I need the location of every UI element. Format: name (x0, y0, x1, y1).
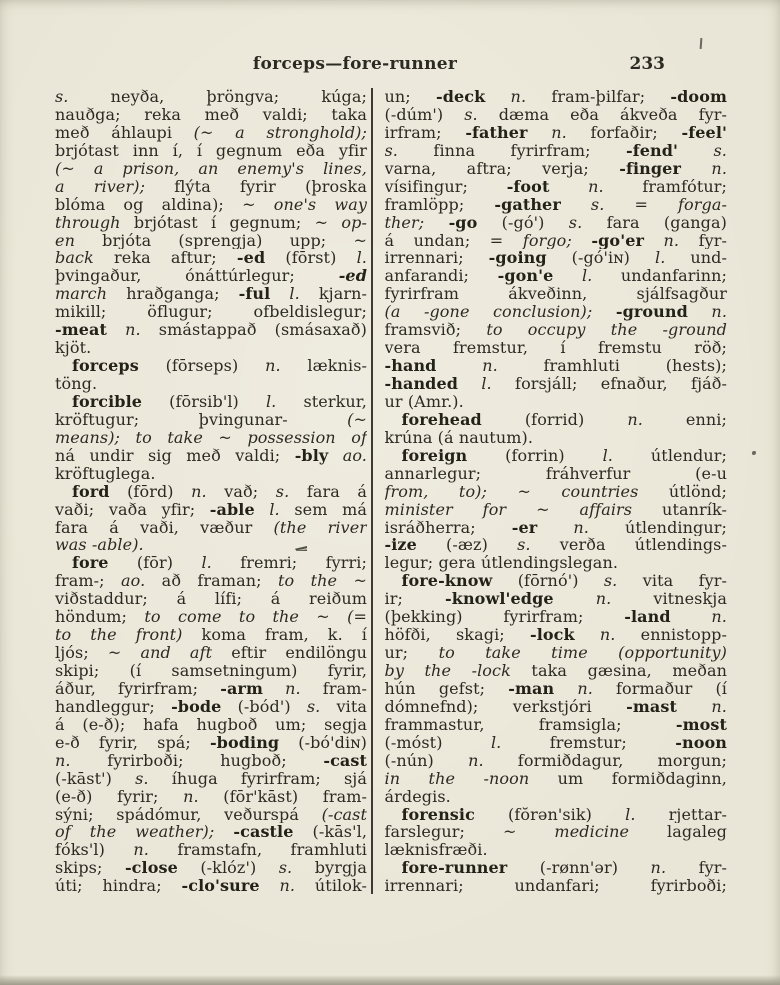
dictionary-line: töng. (55, 375, 98, 393)
dictionary-line: un; -deck n. fram-þilfar; -doom (384, 88, 727, 106)
dictionary-line: en brjóta (sprengja) upp; ~ (55, 231, 367, 250)
dictionary-line: fyrirfram ákveðinn, sjálfsagður (384, 285, 727, 304)
paper-speck (752, 451, 756, 455)
page-header (55, 54, 727, 76)
dictionary-line: fram-; ao. að framan; to the ~ (55, 572, 367, 591)
dictionary-line: s. neyða, þröngva; kúga; (55, 88, 367, 106)
dictionary-line: by the -lock taka gæsina, meðan (384, 662, 727, 680)
dictionary-line: ur; to take time (opportunity) (384, 644, 727, 662)
dictionary-line: (-nún) n. formiðdagur, morgun; (384, 751, 727, 770)
dictionary-line: (e-ð) fyrir; n. (fōr'kāst) fram- (55, 787, 367, 806)
dictionary-line: (a -gone conclusion); -ground n. (384, 303, 727, 322)
dictionary-line: framsvið; to occupy the -ground (384, 321, 727, 340)
dictionary-line: irrennari; undanfari; fyrirboði; (384, 877, 727, 896)
dictionary-line: march hraðganga; -ful l. kjarn- (55, 285, 367, 304)
dictionary-line: annarlegur; fráhverfur (e-u (384, 464, 727, 483)
dictionary-line: -handed l. forsjáll; efnaður, fjáð- (384, 375, 727, 393)
dictionary-line: skips; -close (-klóz') s. byrgja (55, 859, 367, 878)
dictionary-line: legur; gera útlendingslegan. (384, 554, 619, 573)
dictionary-line: á undan; = forgo; -go'er n. fyr- (384, 231, 727, 250)
dictionary-line: kröftugur; þvingunar- (~ (55, 410, 367, 429)
dictionary-line: læknisfræði. (384, 841, 488, 860)
dictionary-line: kröftuglega. (55, 464, 156, 483)
dictionary-line: fore-know (fōrnó') s. vita fyr- (401, 572, 727, 591)
dictionary-line: ur (Amr.). (384, 392, 464, 411)
dictionary-line: vaði; vaða yfir; -able l. sem má (55, 500, 367, 519)
dictionary-line: -hand n. framhluti (hests); (384, 357, 727, 375)
dictionary-line: means); to take ~ possession of (55, 428, 367, 447)
dictionary-line: fóks'l) n. framstafn, framhluti (55, 841, 367, 860)
dictionary-line: framlöpp; -gather s. = forga- (384, 195, 727, 214)
dictionary-line: forensic (fŏrən'sik) l. rjettar- (401, 805, 727, 824)
dictionary-line: vera fremstur, í fremstu röð; (384, 339, 727, 358)
dictionary-line: (-kāst') s. íhuga fyrirfram; sjá (55, 769, 367, 788)
dictionary-line: úti; hindra; -clo'sure n. útilok- (55, 877, 367, 896)
dictionary-line: ljós; ~ and aft eftir endilöngu (55, 644, 367, 662)
dictionary-line: áður, fyrirfram; -arm n. fram- (55, 679, 367, 698)
dictionary-line: n. fyrirboði; hugboð; -cast (55, 751, 367, 770)
dictionary-line: foreign (forrin) l. útlendur; (401, 446, 727, 465)
dictionary-line: dómnefnd); verkstjóri -mast n. (384, 697, 727, 716)
dictionary-line: ford (fōrd) n. vað; s. fara á (72, 482, 367, 501)
dictionary-line: höfði, skagi; -lock n. ennistopp- (384, 626, 727, 645)
dictionary-line: ná undir sig með valdi; -bly ao. (55, 446, 367, 465)
dictionary-line: þvingaður, ónáttúrlegur; -ed (55, 267, 367, 286)
dictionary-line: forehead (forrid) n. enni; (401, 410, 727, 429)
dictionary-line: sýni; spádómur, veðurspá (-cast (55, 805, 367, 824)
dictionary-line: fore-runner (-rønn'ər) n. fyr- (401, 859, 727, 878)
dictionary-line: ther; -go (-gó') s. fara (ganga) (384, 213, 727, 232)
dictionary-line: s. finna fyrirfram; -fend' s. (384, 141, 727, 160)
stray-mark (700, 38, 703, 49)
dictionary-line: (~ a prison, an enemy's lines, (55, 159, 367, 178)
page-number: 233 (629, 54, 665, 74)
page-bottom-edge (0, 975, 780, 985)
dictionary-line: in the -noon um formiðdaginn, (384, 769, 727, 788)
dictionary-line: kjöt. (55, 339, 92, 358)
dictionary-line: fara á vaði, væður (the river (55, 518, 367, 537)
dictionary-line: handleggur; -bode (-bód') s. vita (55, 697, 367, 716)
dictionary-line: (-dúm') s. dæma eða ákveða fyr- (384, 105, 727, 124)
dictionary-line: nauðga; reka með valdi; taka (55, 105, 367, 124)
dictionary-line: frammastur, framsigla; -most (384, 715, 727, 734)
dictionary-line: back reka aftur; -ed (fōrst) l. (55, 249, 367, 268)
dictionary-line: varna, aftra; verja; -finger n. (384, 159, 727, 178)
right-column (385, 88, 728, 898)
dictionary-line: forcible (fōrsib'l) l. sterkur, (72, 392, 367, 411)
dictionary-line: (-móst) l. fremstur; -noon (384, 733, 727, 752)
dictionary-line: á (e-ð); hafa hugboð um; segja (55, 715, 367, 734)
dictionary-line: vísifingur; -foot n. framfótur; (384, 177, 727, 196)
dictionary-line: a river); flýta fyrir (þroska (55, 177, 367, 196)
dictionary-line: árdegis. (384, 787, 451, 806)
dictionary-line: irrennari; -going (-gó'iɴ) l. und- (384, 249, 727, 268)
dictionary-line: irfram; -father n. forfaðir; -feel' (384, 123, 727, 142)
dictionary-line: með áhlaupi (~ a stronghold); (55, 123, 367, 142)
dictionary-line: of the weather); -castle (-kās'l, (55, 823, 367, 842)
dictionary-line: anfarandi; -gon'e l. undanfarinn; (384, 267, 727, 286)
dictionary-line: blóma og aldina); ~ one's way (55, 195, 367, 214)
dictionary-line: isráðherra; -er n. útlendingur; (384, 518, 727, 537)
dictionary-line: through brjótast í gegnum; ~ op- (55, 213, 367, 232)
dictionary-line: -meat n. smástappað (smásaxað) (55, 321, 367, 340)
dictionary-line: viðstaddur; á lífi; á reiðum (55, 590, 367, 609)
dictionary-line: ir; -knowl'edge n. vitneskja (384, 590, 727, 609)
dictionary-line: (þekking) fyrirfram; -land n. (384, 608, 727, 627)
dictionary-line: krúna (á nautum). (384, 428, 534, 447)
dictionary-line: mikill; öflugur; ofbeldislegur; (55, 303, 367, 322)
dictionary-line: from, to); ~ countries útlönd; (384, 482, 727, 501)
dictionary-line: was -able). (55, 536, 144, 555)
dictionary-line: to the front) koma fram, k. í (55, 626, 367, 645)
dictionary-line: skipi; (í samsetningum) fyrir, (55, 662, 367, 680)
dictionary-line: brjótast inn í, í gegnum eða yfir (55, 141, 367, 160)
left-column (55, 88, 367, 898)
column-divider-rule (371, 88, 373, 894)
dictionary-line: fore (fōr) l. fremri; fyrri; (72, 554, 367, 573)
dictionary-line: hún gefst; -man n. formaður (í (384, 679, 727, 698)
dictionary-line: höndum; to come to the ~ (= (55, 608, 367, 627)
dictionary-line: farslegur; ~ medicine lagaleg (384, 823, 727, 842)
dictionary-line: e-ð fyrir, spá; -boding (-bó'diɴ) (55, 733, 367, 752)
dictionary-line: forceps (fōrseps) n. læknis- (72, 357, 367, 375)
dictionary-line: minister for ~ affairs utanrík- (384, 500, 727, 519)
running-head: forceps—fore-runner (252, 54, 458, 74)
text-block (55, 88, 727, 898)
dictionary-line: -ize (-æz) s. verða útlendings- (384, 536, 727, 555)
